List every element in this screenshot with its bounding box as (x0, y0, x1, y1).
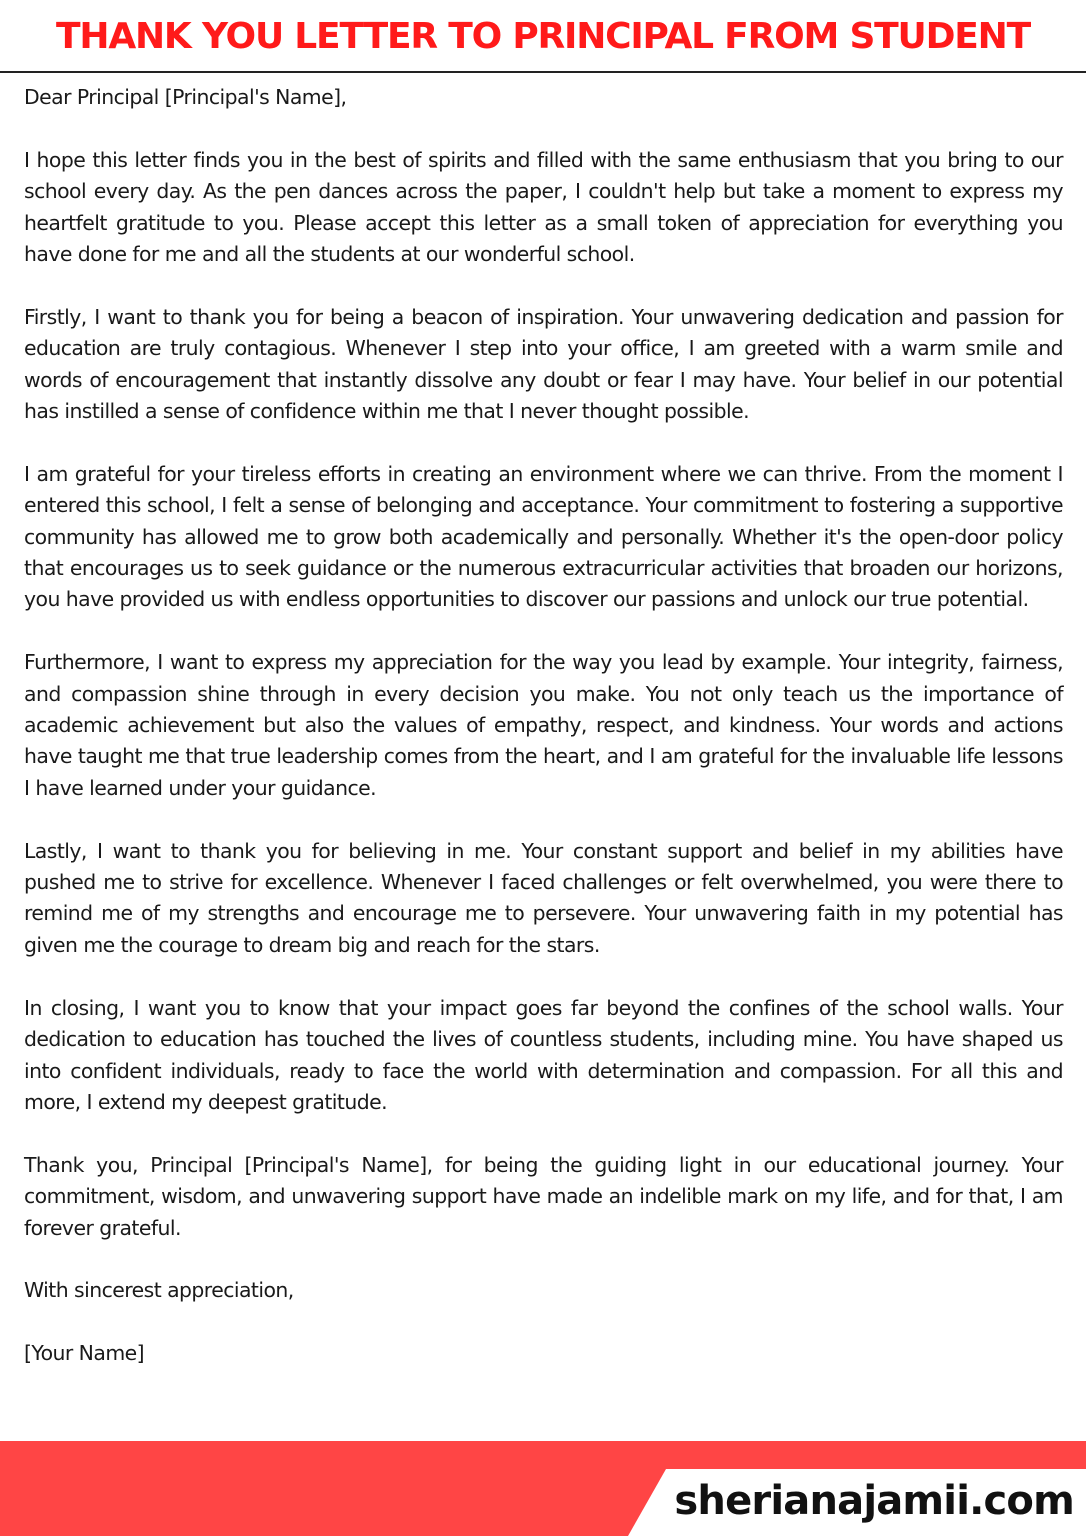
letter-paragraph: Lastly, I want to thank you for believing in me. Your constant support and belief in my abilities have pushed me to strive for excellence. Whenever I faced challenges or felt overwhelmed, you were there to remind me of my strengths and encourage me to persevere. Your unwavering faith in my potential has given me the courage to dream big and reach for the stars. (24, 838, 1063, 957)
letter-paragraph: Furthermore, I want to express my appreciation for the way you lead by example. Your integrity, fairness, and compassion shine through in every decision you make. You not only teach us the importance of academic achievement but also the values of empathy, respect, and kindness. Your words and actions have taught me that true leadership comes from the heart, and I am grateful for the invaluable life lessons I have learned under your guidance. (24, 650, 1063, 800)
letter-paragraph: In closing, I want you to know that your impact goes far beyond the confines of the school walls. Your dedication to education has touched the lives of countless students, including mine. You have shaped us into confident individuals, ready to face the world with determination and compassion. For all this and more, I extend my deepest gratitude. (24, 995, 1063, 1114)
signature-line: [Your Name] (24, 1341, 145, 1366)
letter-paragraph: I hope this letter finds you in the best of spirits and filled with the same enthusiasm that you bring to our school every day. As the pen dances across the paper, I couldn't help but take a moment to express my heartfelt gratitude to you. Please accept this letter as a small token of appreciation for everything you have done for me and all the students at our wonderful school. (24, 147, 1063, 267)
letter-paragraph: Thank you, Principal [Principal's Name], for being the guiding light in our educational journey. Your commitment, wisdom, and unwavering support have made an indelible mark on my life, and for that, I am forever grateful. (24, 1152, 1063, 1240)
letter-body (24, 82, 1063, 1370)
page-title: THANK YOU LETTER TO PRINCIPAL FROM STUDENT (56, 16, 1030, 57)
site-url: sherianajamii.com (674, 1478, 1074, 1524)
closing-line: With sincerest appreciation, (24, 1278, 294, 1303)
letter-paragraph: I am grateful for your tireless efforts in creating an environment where we can thrive. From the moment I entered this school, I felt a sense of belonging and acceptance. Your commitment to fostering a supportive community has allowed me to grow both academically and personally. Whether it's the open-door policy that encourages us to seek guidance or the numerous extracurricular activities that broaden our horizons, you have provided us with endless opportunities to discover our passions and unlock our true potential. (24, 461, 1063, 612)
title-divider (0, 71, 1086, 73)
letter-paragraph: Firstly, I want to thank you for being a beacon of inspiration. Your unwavering dedication and passion for education are truly contagious. Whenever I step into your office, I am greeted with a warm smile and words of encouragement that instantly dissolve any doubt or fear I may have. Your belief in our potential has instilled a sense of confidence within me that I never thought possible. (24, 304, 1063, 424)
salutation: Dear Principal [Principal's Name], (24, 85, 347, 109)
